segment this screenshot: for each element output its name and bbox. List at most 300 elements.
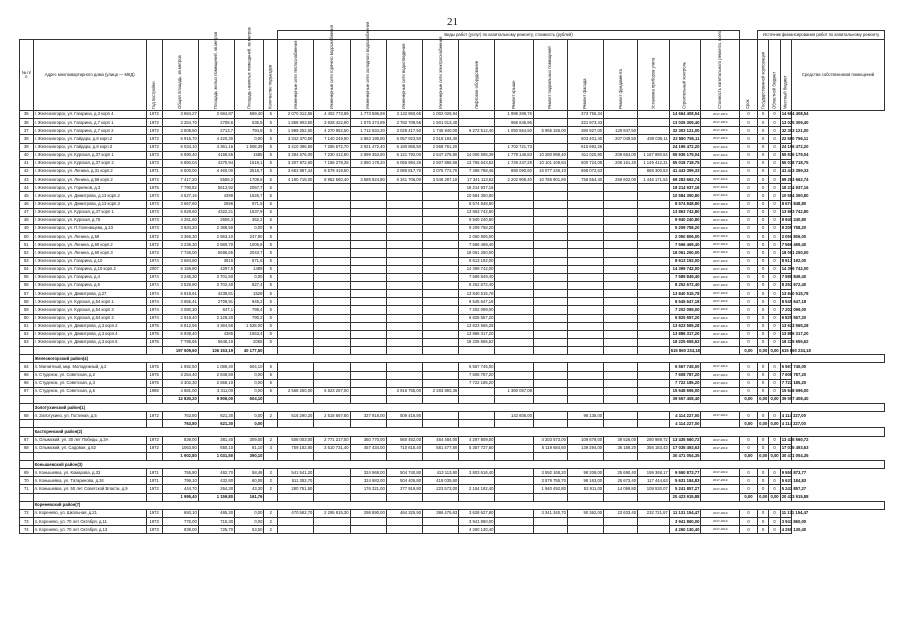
cell-f3: 0: [769, 436, 780, 444]
cell-c5: 413 113,80: [423, 469, 459, 477]
cell-a2: 2 663,10: [198, 233, 234, 241]
cell-addr: г. Железногорск, ул. Гагарина, д.6: [33, 281, 146, 289]
cell-f2: 0: [758, 208, 769, 216]
cell-c11: [638, 265, 670, 273]
cell-k: 5: [264, 290, 278, 298]
cell-a1: 7 726,00: [162, 249, 198, 257]
cell-c2: [314, 257, 350, 265]
cell-c1: [278, 395, 314, 403]
section-spacer: [20, 501, 34, 509]
cell-year: [146, 420, 162, 428]
cell-c10: [604, 273, 638, 281]
cell-c5: [423, 233, 459, 241]
cell-c3: 2 863 198,80: [350, 135, 386, 143]
cell-c2: [314, 379, 350, 387]
cell-own: 24 196 472,20: [780, 143, 791, 151]
cell-c8: [533, 298, 567, 306]
cell-a2: 4 460,00: [198, 167, 234, 175]
cell-c11: [638, 143, 670, 151]
cell-k: 2: [264, 485, 278, 493]
table-row: [20, 151, 885, 159]
cell-a2: 5596,65: [198, 249, 234, 257]
section-row: [20, 461, 885, 469]
cell-a3: 589,40: [235, 111, 264, 119]
table-row: [20, 281, 885, 289]
cell-k: 5: [264, 143, 278, 151]
cell-c9: 98 208,00: [567, 469, 603, 477]
section-spacer: [20, 355, 34, 363]
cell-a1: 3 366,30: [162, 233, 198, 241]
cell-srok: 2017-2019: [701, 379, 740, 387]
cell-c9: [567, 371, 603, 379]
cell-srok: 2017-2019: [701, 322, 740, 330]
cell-c6: [459, 493, 495, 501]
cell-c3: 2 850 178,34: [350, 159, 386, 167]
cell-c9: 139 294,00: [567, 444, 603, 452]
cell-c1: [278, 347, 314, 355]
cell-k: 5: [264, 281, 278, 289]
col-roof: Ремонт крыши: [495, 40, 533, 111]
cell-c7: [495, 208, 533, 216]
cell-srok: 2017-2019: [701, 127, 740, 135]
cell-year: 1975: [146, 338, 162, 346]
cell-year: 1972: [146, 176, 162, 184]
cell-c8: [533, 322, 567, 330]
cell-c8: [533, 371, 567, 379]
table-row: [20, 208, 885, 216]
cell-year: 1972: [146, 233, 162, 241]
cell-srok: 2017-2019: [701, 314, 740, 322]
cell-a3: 390,10: [235, 452, 264, 460]
cell-c3: [350, 257, 386, 265]
cell-c5: [423, 347, 459, 355]
cell-f2: 0: [758, 167, 769, 175]
cell-c3: [350, 420, 386, 428]
cell-c7: [495, 216, 533, 224]
cell-c6: 8 252 672,40: [459, 281, 495, 289]
cell-a2: 264,30: [198, 485, 234, 493]
cell-cost: 13 025 309,40: [669, 119, 701, 127]
cell-c8: 10 280 998,40: [533, 151, 567, 159]
cell-c8: [533, 306, 567, 314]
cell-f1: 0: [739, 143, 757, 151]
cell-c2: 7 140 249,90: [314, 135, 350, 143]
cell-cost: 14 664 408,54: [669, 111, 701, 119]
cell-c10: [604, 395, 638, 403]
cell-a2: 4168,55: [198, 151, 234, 159]
cell-c2: 7 186 278,28: [314, 159, 350, 167]
cell-a1: 3 236,30: [162, 241, 198, 249]
cell-a3: 58,48: [235, 469, 264, 477]
cell-c3: 176 321,00: [350, 485, 386, 493]
cell-cost: 39 557 408,40: [669, 395, 701, 403]
table-row: [20, 469, 885, 477]
cell-c5: [423, 200, 459, 208]
cell-f2: 0: [758, 151, 769, 159]
cell-own: 8 545 647,18: [780, 298, 791, 306]
table-row: [20, 192, 885, 200]
cell-cost: 4 114 227,00: [669, 412, 701, 420]
cell-c4: [386, 281, 422, 289]
cell-cost: 32 303 121,00: [669, 127, 701, 135]
cell-c3: [350, 518, 386, 526]
cell-c6: 7 498 788,46: [459, 167, 495, 175]
cell-no: 43: [20, 176, 34, 184]
cell-a3: 0,00: [235, 518, 264, 526]
cell-c8: [533, 216, 567, 224]
cell-c7: 142 606,00: [495, 412, 533, 420]
cell-a2: 1 159,80: [198, 493, 234, 501]
cell-c2: [314, 281, 350, 289]
cell-a1: 7 790,82: [162, 184, 198, 192]
cell-a1: 5 812,56: [162, 322, 198, 330]
cell-c10: [604, 257, 638, 265]
cell-year: 1971: [146, 167, 162, 175]
cell-c8: [533, 330, 567, 338]
cell-f3: 0: [769, 518, 780, 526]
cell-addr: г. Железногорск, ул. Димитрова, д.13 корп.2: [33, 192, 146, 200]
cell-c11: 1 167 880,64: [638, 151, 670, 159]
cell-c3: [350, 273, 386, 281]
cell-c11: [638, 314, 670, 322]
cell-no: 47: [20, 208, 34, 216]
cell-f2: 0: [758, 485, 769, 493]
cell-c6: [459, 452, 495, 460]
cell-srok: 2017-2019: [701, 176, 740, 184]
cell-own: 13 840 515,78: [780, 290, 791, 298]
cell-c4: [386, 298, 422, 306]
cell-k: 5: [264, 338, 278, 346]
cell-k: [264, 452, 278, 460]
cell-c2: 3 928 422,90: [314, 119, 350, 127]
cell-own: 10 584 350,80: [780, 192, 791, 200]
cell-a1: 3 655,41: [162, 298, 198, 306]
cell-c7: [495, 306, 533, 314]
cell-own: 8 252 672,40: [780, 281, 791, 289]
cell-year: 1973: [146, 151, 162, 159]
cell-k: 5: [264, 387, 278, 395]
cell-addr: г. Железногорск, ул. Димитрова, д.13 корп.3: [33, 200, 146, 208]
cell-f1: 0: [739, 233, 757, 241]
cell-f2: 0: [758, 265, 769, 273]
cell-f1: 0: [739, 314, 757, 322]
cell-no: 63: [20, 338, 34, 346]
cell-c9: [567, 290, 603, 298]
cell-c9: [567, 452, 603, 460]
cell-f2: 0: [758, 127, 769, 135]
cell-c10: 129 847,50: [604, 127, 638, 135]
cell-srok: 2017-2019: [701, 167, 740, 175]
cell-a2: 381,40: [198, 436, 234, 444]
cell-c8: [533, 412, 567, 420]
cell-f1: 0: [739, 477, 757, 485]
cell-c10: [604, 233, 638, 241]
cell-f3: 0: [769, 306, 780, 314]
cell-cost: 13 840 515,78: [669, 290, 701, 298]
cell-addr: г. Железногорск, ул. Курская, д.78: [33, 216, 146, 224]
cell-c11: [638, 379, 670, 387]
cell-f2: 0: [758, 111, 769, 119]
cell-c8: [533, 208, 567, 216]
cell-c4: [386, 265, 422, 273]
cell-cost: 20 423 915,88: [669, 493, 701, 501]
table-row: [20, 224, 885, 232]
cell-c10: [604, 493, 638, 501]
cell-f3: 0: [769, 444, 780, 452]
cell-own: 14 664 408,54: [780, 111, 791, 119]
cell-year: 1973: [146, 200, 162, 208]
cell-f1: 0: [739, 485, 757, 493]
cell-c7: [495, 493, 533, 501]
cell-no: 54: [20, 265, 34, 273]
cell-a1: 5 850,04: [162, 159, 198, 167]
cell-k: 5: [264, 135, 278, 143]
cell-c6: 4 297 809,00: [459, 436, 495, 444]
cell-cost: 7 202 099,00: [669, 306, 701, 314]
cell-a3: 1 528,00: [235, 322, 264, 330]
cell-c5: 2 283 893,36: [423, 387, 459, 395]
cell-a1: 776,00: [162, 518, 198, 526]
cell-c2: 5 523 267,00: [314, 387, 350, 395]
cell-c5: [423, 273, 459, 281]
cell-addr: г. Железногорск, ул. Гагарина, д.4: [33, 273, 146, 281]
cell-addr: п. Олымский, ул. Садовая, д.52: [33, 444, 146, 452]
cell-own: 15 648 696,00: [780, 387, 791, 395]
cell-cost: 13 623 565,28: [669, 322, 701, 330]
cell-f1: 0,00: [739, 420, 757, 428]
cell-a3: 794,8: [235, 127, 264, 135]
cell-c2: [314, 395, 350, 403]
cell-c1: 1 999 252,50: [278, 127, 314, 135]
cell-c11: [638, 290, 670, 298]
cell-c1: [278, 452, 314, 460]
cell-k: 5: [264, 306, 278, 314]
cell-c6: 13 840 515,78: [459, 290, 495, 298]
cell-a1: 795,10: [162, 477, 198, 485]
cell-c9: [567, 249, 603, 257]
cell-c5: [423, 249, 459, 257]
cell-c8: 5 119 684,60: [533, 444, 567, 452]
cell-srok: 2017-2019: [701, 290, 740, 298]
cell-c6: 3 803 616,40: [459, 469, 495, 477]
cell-srok: 2017-2019: [701, 363, 740, 371]
cell-no: 46: [20, 200, 34, 208]
section-row: [20, 355, 885, 363]
cell-c11: [638, 200, 670, 208]
cell-k: 5: [264, 208, 278, 216]
cell-a3: 535,5: [235, 119, 264, 127]
cell-f1: 0: [739, 306, 757, 314]
table-row: [20, 233, 885, 241]
cell-f3: 0: [769, 273, 780, 281]
cell-c11: [638, 363, 670, 371]
cell-year: 1972: [146, 135, 162, 143]
cell-f1: 0: [739, 509, 757, 517]
cell-no: 56: [20, 281, 34, 289]
cell-f2: 0: [758, 257, 769, 265]
col-address: Адрес многоквартирного дома (улица — МКД): [33, 40, 146, 111]
cell-srok: 2017-2019: [701, 485, 740, 493]
cell-c7: 1 702 721,73: [495, 143, 533, 151]
cell-c10: [604, 371, 638, 379]
cell-cost: 4 114 227,00: [669, 420, 701, 428]
cell-c8: [533, 387, 567, 395]
cell-c11: [638, 127, 670, 135]
cell-c1: 3 410 396,50: [278, 143, 314, 151]
cell-addr: г. Железногорск, ул. Гагарина, д.10 корп.2: [33, 265, 146, 273]
cell-c6: 18 214 937,16: [459, 184, 495, 192]
cell-f1: 0: [739, 330, 757, 338]
cell-c9: [567, 526, 603, 534]
cell-cost: 55 936 179,04: [669, 151, 701, 159]
cell-year: 1973: [146, 526, 162, 534]
cell-a2: 432,80: [198, 477, 234, 485]
cell-addr: г. Железногорск, ул. Ленина, д.58 корп.2: [33, 176, 146, 184]
cell-f2: 0: [758, 412, 769, 420]
cell-own: 7 202 099,00: [780, 306, 791, 314]
table-row: [20, 379, 885, 387]
cell-c6: 7 589 849,40: [459, 273, 495, 281]
cell-c3: 360 770,00: [350, 436, 386, 444]
cell-year: 1973: [146, 224, 162, 232]
cell-c5: 1 002 026,94: [423, 111, 459, 119]
cell-f1: 0: [739, 363, 757, 371]
section-title: Конышевский район(3): [33, 461, 884, 469]
cell-year: 1973: [146, 192, 162, 200]
cell-c7: 1 360 057,08: [495, 387, 533, 395]
cell-c7: [495, 249, 533, 257]
cell-k: 5: [264, 216, 278, 224]
cell-k: 5: [264, 200, 278, 208]
cell-c1: 280 751,50: [278, 485, 314, 493]
cell-f2: 0: [758, 290, 769, 298]
cell-c7: [495, 395, 533, 403]
cell-own: 13 435 560,72: [780, 436, 791, 444]
cell-c4: [386, 493, 422, 501]
cell-cost: 5 241 857,27: [669, 485, 701, 493]
cell-srok: [701, 347, 740, 355]
cell-c9: 600 724,08: [567, 159, 603, 167]
cell-addr: п. Коренево, ул. 70 лет Октября, д.11: [33, 518, 146, 526]
section-spacer: [20, 461, 34, 469]
cell-f1: 0: [739, 298, 757, 306]
col-period: Срок: [739, 40, 757, 111]
cell-c6: [459, 395, 495, 403]
cell-f2: 0: [758, 526, 769, 534]
cell-c5: [423, 208, 459, 216]
cell-a3: 0,00: [235, 420, 264, 428]
cell-c11: [638, 371, 670, 379]
cell-a3: 362,2: [235, 216, 264, 224]
cell-a2: 465,30: [198, 509, 234, 517]
cell-f1: 0: [739, 111, 757, 119]
cell-c10: [604, 314, 638, 322]
cell-c8: [533, 119, 567, 127]
cell-cost: 8 574 848,80: [669, 200, 701, 208]
table-row: [20, 135, 885, 143]
cell-c4: [386, 233, 422, 241]
cell-addr: г. Железногорск, ул. Курская, д.64 корп 2: [33, 314, 146, 322]
cell-c7: [495, 314, 533, 322]
cell-no: 60: [20, 314, 34, 322]
cell-f2: 0: [758, 509, 769, 517]
cell-f3: 0: [769, 477, 780, 485]
cell-c9: [567, 281, 603, 289]
cell-f1: 0: [739, 184, 757, 192]
cell-c8: [533, 111, 567, 119]
cell-f2: 0: [758, 192, 769, 200]
cell-c9: [567, 233, 603, 241]
cell-c4: [386, 249, 422, 257]
cell-f3: 0: [769, 135, 780, 143]
cell-f2: 0: [758, 371, 769, 379]
cell-c11: [638, 298, 670, 306]
cell-c4: 560 452,00: [386, 436, 422, 444]
cell-c10: [604, 265, 638, 273]
cell-c7: 1 779 146,83: [495, 151, 533, 159]
cell-c5: [423, 290, 459, 298]
cell-no: 50: [20, 233, 34, 241]
cell-year: 1975: [146, 371, 162, 379]
table-row: [20, 322, 885, 330]
cell-c1: 3 307 872,60: [278, 159, 314, 167]
cell-no: 58: [20, 298, 34, 306]
cell-c2: [314, 371, 350, 379]
table-row: [20, 143, 885, 151]
col-cold-water: Инженерные сети холодного водоснабжения: [350, 40, 386, 111]
cell-c8: [533, 257, 567, 265]
cell-c8: [533, 290, 567, 298]
cell-c6: 2 154 182,40: [459, 485, 495, 493]
cell-c2: [314, 477, 350, 485]
cell-a1: 6 159,80: [162, 265, 198, 273]
cell-srok: [701, 395, 740, 403]
cell-srok: 2017-2019: [701, 119, 740, 127]
table-row: [20, 127, 885, 135]
cell-srok: 2017-2019: [701, 184, 740, 192]
cell-a1: 4 527,16: [162, 192, 198, 200]
cell-k: 5: [264, 257, 278, 265]
cell-c10: [604, 111, 638, 119]
cell-a1: 4 681,00: [162, 387, 198, 395]
cell-cost: 5 631 184,83: [669, 477, 701, 485]
cell-c1: 4 190 718,00: [278, 176, 314, 184]
cell-addr: г. Железногорск, ул. Ленина, д.59: [33, 233, 146, 241]
cell-c5: [423, 281, 459, 289]
cell-f2: 0: [758, 135, 769, 143]
cell-own: 9 550 873,77: [780, 469, 791, 477]
cell-year: [146, 395, 162, 403]
cell-c11: 280 989,72: [638, 436, 670, 444]
cell-c3: 2 921 472,40: [350, 143, 386, 151]
cell-c1: [278, 192, 314, 200]
cell-f1: 0: [739, 412, 757, 420]
cell-c8: [533, 249, 567, 257]
cell-c9: [567, 493, 603, 501]
table-row: [20, 338, 885, 346]
cell-c3: [350, 363, 386, 371]
cell-k: 5: [264, 322, 278, 330]
cell-f1: 0: [739, 290, 757, 298]
cell-c8: [533, 143, 567, 151]
cell-c6: 13 863 742,80: [459, 208, 495, 216]
cell-a3: 790,2: [235, 314, 264, 322]
cell-c5: 223 573,00: [423, 485, 459, 493]
cell-c1: 3 663 887,44: [278, 167, 314, 175]
cell-c4: [386, 224, 422, 232]
cell-c11: [638, 322, 670, 330]
cell-year: 1971: [146, 469, 162, 477]
